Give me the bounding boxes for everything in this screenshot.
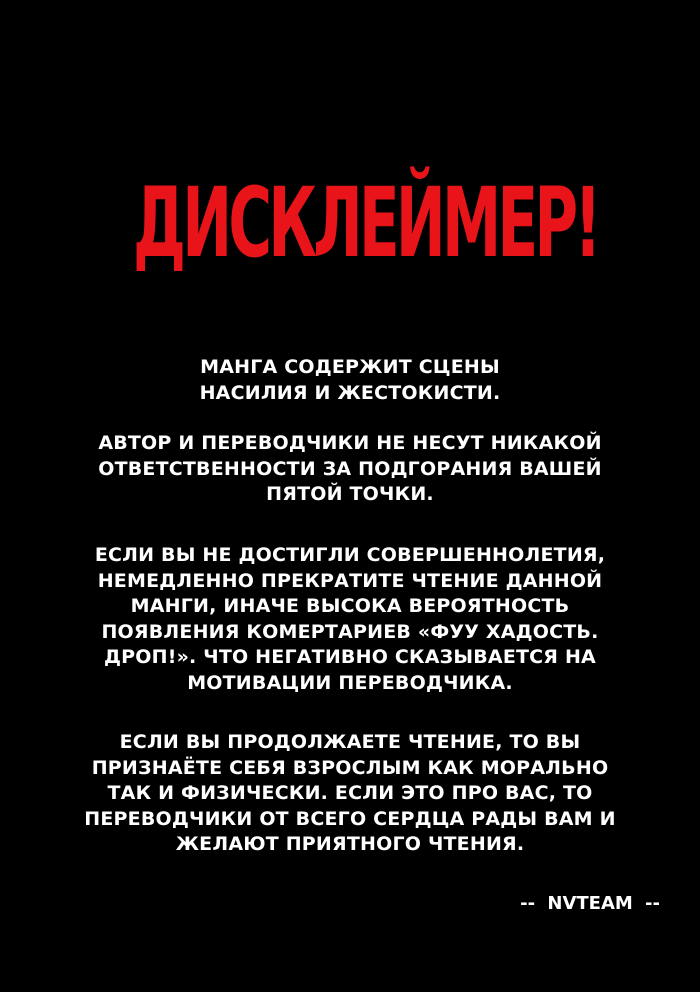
disclaimer-paragraph-responsibility: АВТОР И ПЕРЕВОДЧИКИ НЕ НЕСУТ НИКАКОЙ ОТВЕТСТВЕННОСТИ ЗА ПОДГОРАНИЯ ВАШЕЙ ПЯТОЙ ТОЧКИ. bbox=[98, 432, 602, 505]
team-signature: -- NVTEAM -- bbox=[520, 893, 660, 914]
disclaimer-paragraph-violence: МАНГА СОДЕРЖИТ СЦЕНЫ НАСИЛИЯ И ЖЕСТОКИСТИ. bbox=[199, 356, 501, 404]
disclaimer-title: ДИСКЛЕЙМЕР! bbox=[133, 167, 598, 279]
disclaimer-paragraph-age: ЕСЛИ ВЫ НЕ ДОСТИГЛИ СОВЕРШЕННОЛЕТИЯ, НЕМЕДЛЕННО ПРЕКРАТИТЕ ЧТЕНИЕ ДАННОЙ МАНГИ, ИНАЧЕ ВЫСОКА ВЕРОЯТНОСТЬ ПОЯВЛЕНИЯ КОМЕРТАРИЕВ «ФУУ ХАДОСТЬ. ДРОП!». ЧТО НЕГАТИВНО СКАЗЫВАЕТСЯ НА МОТИВАЦИИ ПЕРЕВОДЧИКА. bbox=[94, 544, 606, 694]
disclaimer-paragraph-continue: ЕСЛИ ВЫ ПРОДОЛЖАЕТЕ ЧТЕНИЕ, ТО ВЫ ПРИЗНАЁТЕ СЕБЯ ВЗРОСЛЫМ КАК МОРАЛЬНО ТАК И ФИЗИЧЕСКИ. ЕСЛИ ЭТО ПРО ВАС, ТО ПЕРЕВОДЧИКИ ОТ ВСЕГО СЕРДЦА РАДЫ ВАМ И ЖЕЛАЮТ ПРИЯТНОГО ЧТЕНИЯ. bbox=[84, 731, 616, 855]
